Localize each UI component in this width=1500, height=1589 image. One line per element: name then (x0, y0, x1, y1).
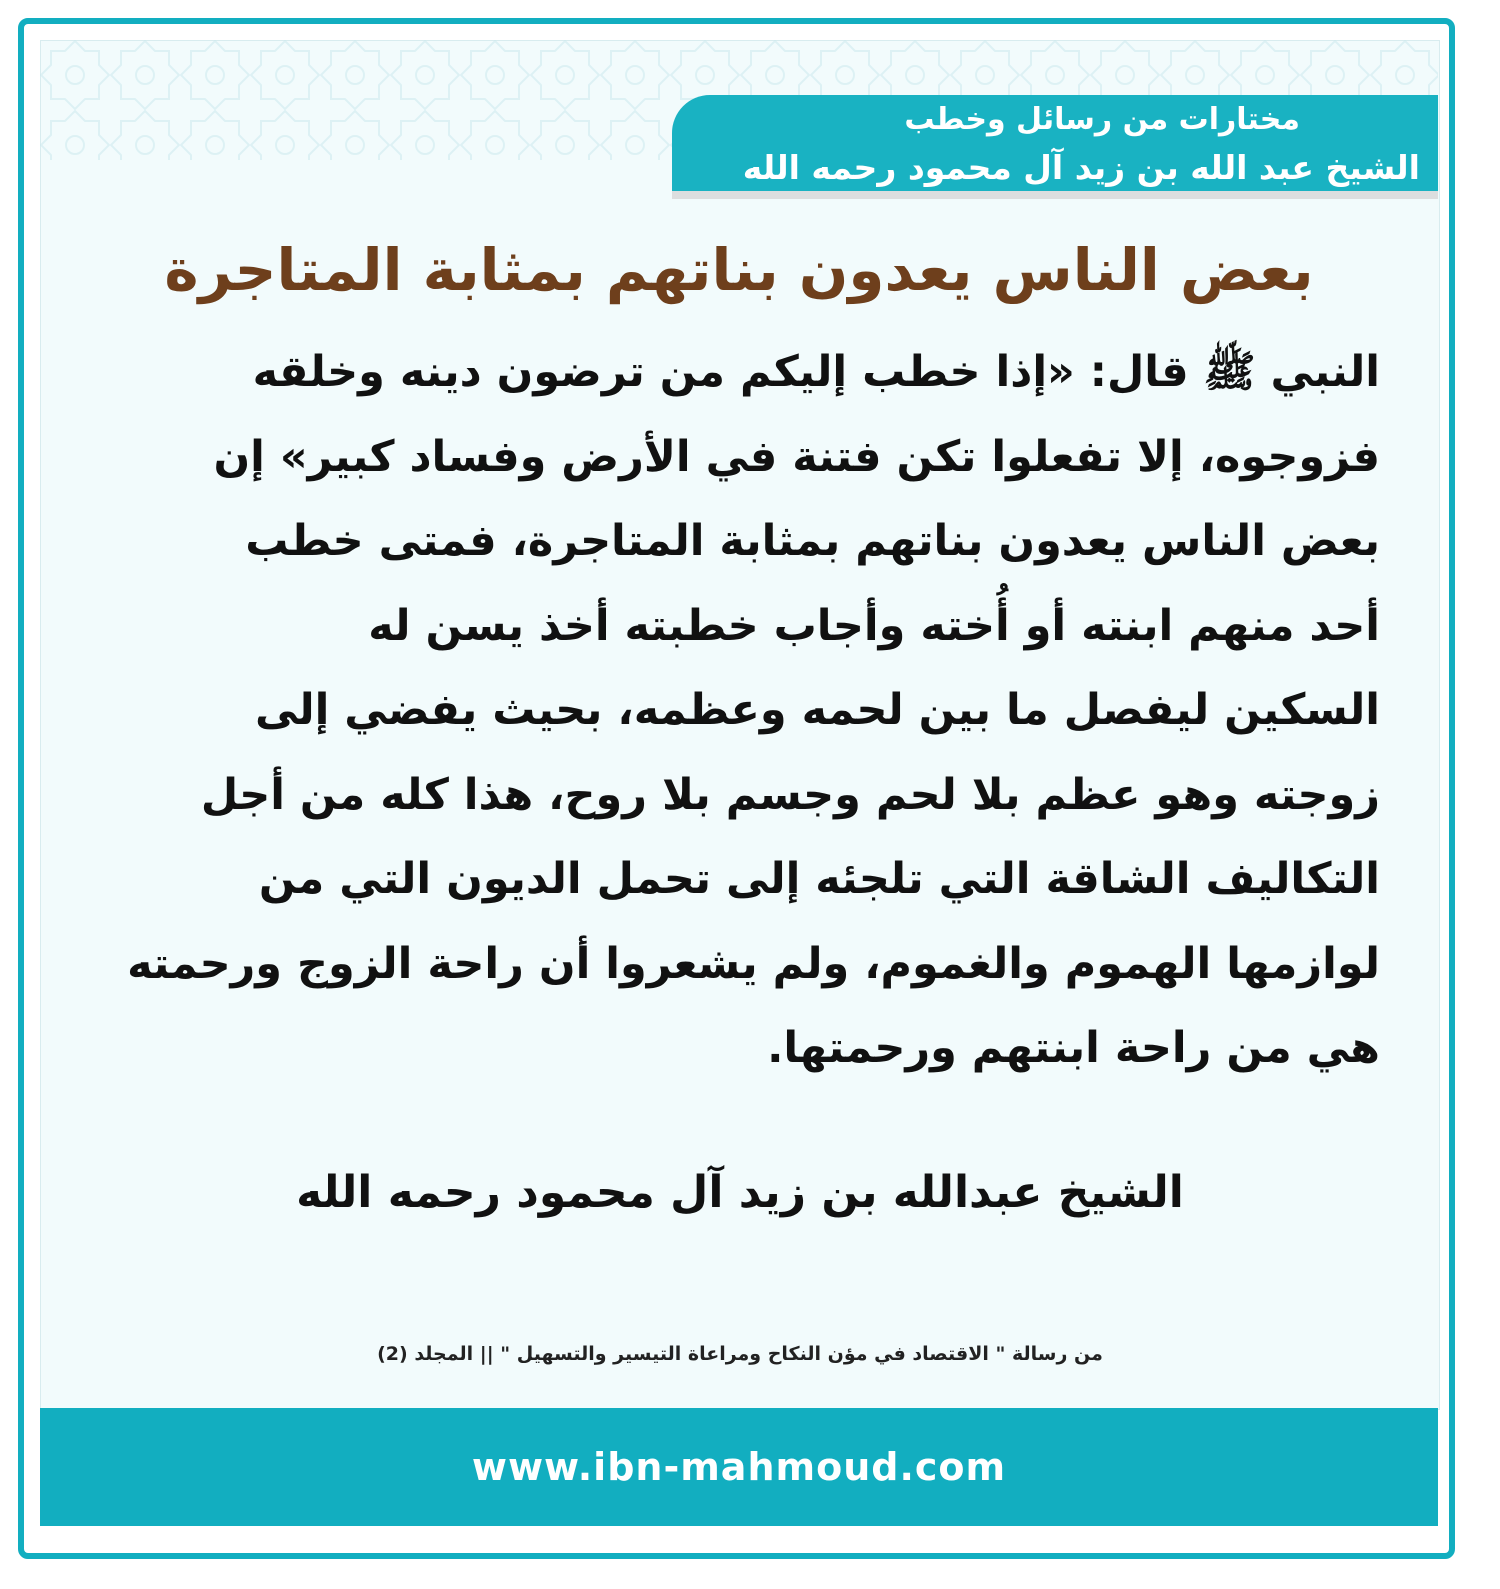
page-title: بعض الناس يعدون بناتهم بمثابة المتاجرة (164, 236, 1314, 304)
header-series-title: مختارات من رسائل وخطب (904, 102, 1300, 137)
body-line-3: بعض الناس يعدون بناتهم بمثابة المتاجرة، فمتى خطب (245, 516, 1380, 566)
footer-bar (40, 1408, 1438, 1526)
header-author-name: الشيخ عبد الله بن زيد آل محمود رحمه الله (742, 148, 1420, 187)
body-line-8: لوازمها الهموم والغموم، ولم يشعروا أن راحة الزوج ورحمته (127, 938, 1380, 989)
body-line-1: النبي ﷺ قال: «إذا خطب إليكم من ترضون دينه وخلقه (252, 347, 1380, 397)
body-line-4: أحد منهم ابنته أو أُخته وأجاب خطبته أخذ يسن له (368, 600, 1380, 651)
website-link[interactable]: www.ibn-mahmoud.com (471, 1445, 1007, 1489)
author-attribution: الشيخ عبدالله بن زيد آل محمود رحمه الله (296, 1167, 1184, 1218)
body-line-7: التكاليف الشاقة التي تلجئه إلى تحمل الديون التي من (258, 854, 1380, 904)
body-text (110, 330, 1380, 1091)
body-line-6: زوجته وهو عظم بلا لحم وجسم بلا روح، هذا كله من أجل (200, 769, 1380, 820)
body-line-5: السكين ليفصل ما بين لحمه وعظمه، بحيث يفضي إلى (254, 685, 1380, 735)
body-line-9: هي من راحة ابنتهم ورحمتها. (767, 1023, 1380, 1073)
source-citation: من رسالة " الاقتصاد في مؤن النكاح ومراعاة التيسير والتسهيل " || المجلد (2) (377, 1343, 1103, 1365)
body-line-2: فزوجوه، إلا تفعلوا تكن فتنة في الأرض وفساد كبير» إن (213, 431, 1380, 482)
